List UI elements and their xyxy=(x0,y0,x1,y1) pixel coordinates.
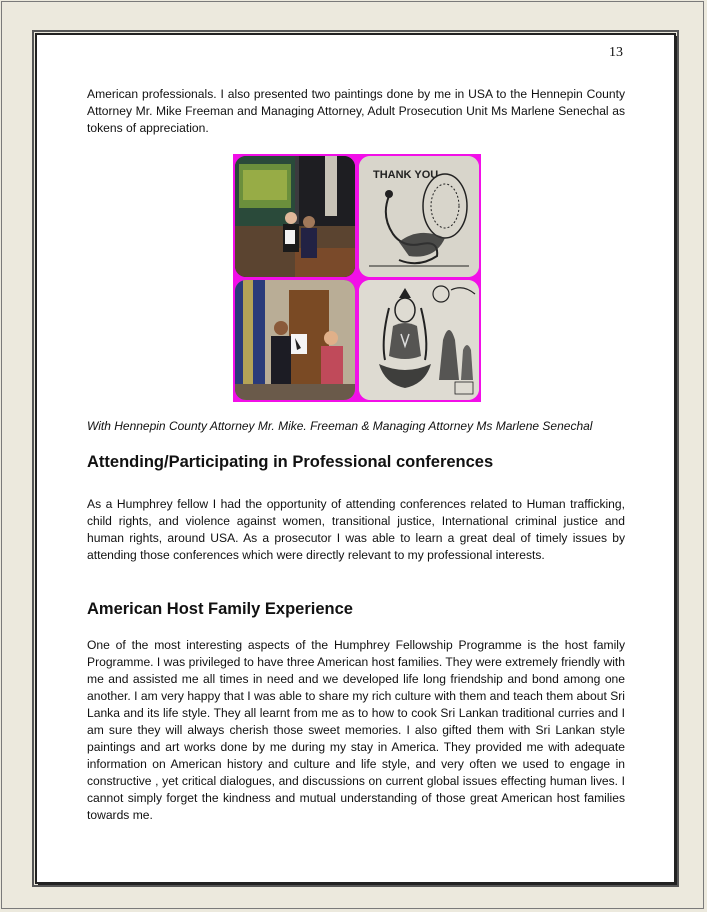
section-heading-conferences: Attending/Participating in Professional conferences xyxy=(87,453,494,471)
photo-caption: With Hennepin County Attorney Mr. Mike. Freeman & Managing Attorney Ms Marlene Senechal xyxy=(87,419,593,433)
photo-presentation xyxy=(235,156,355,277)
host-family-paragraph: One of the most interesting aspects of the Humphrey Fellowship Programme is the host family Programme. I was privileged to have three American host families. They were extremely friendly with me and assisted me all times in need and we developed life long friendship and bond among one another. I am very happy that I was able to share my rich culture with them and teach them about Sri Lanka and its life style. They all learnt from me as to how to cook Sri Lankan traditional curries and I am sure they will always cherish those sweet memories. I also gifted them with Sri Lankan style paintings and art works done by me during my stay in America. They provided me with adequate information on American history and culture and life style, and very often we used to engage in constructive , yet critical dialogues, and discussions on current global issues effecting human lives. I cannot simply forget the kindness and mutual understanding of those great American host families towards me. xyxy=(87,638,625,822)
photo-presentation-image xyxy=(235,156,355,277)
painting-peacock xyxy=(359,156,479,277)
painting-thank-you-text: THANK YOU xyxy=(373,169,439,181)
painting-goddess-image xyxy=(359,280,479,400)
document-page xyxy=(35,33,676,884)
intro-paragraph: American professionals. I also presented two paintings done by me in USA to the Hennepin County Attorney Mr. Mike Freeman and Managing Attorney, Adult Prosecution Unit Ms Marlene Senechal as tokens of appreciation. xyxy=(87,87,625,135)
page-number: 13 xyxy=(609,45,623,60)
painting-goddess xyxy=(359,280,479,400)
photo-collage xyxy=(233,154,481,402)
section-heading-host-family: American Host Family Experience xyxy=(87,600,353,618)
photo-office-image xyxy=(235,280,355,400)
conferences-paragraph: As a Humphrey fellow I had the opportunity of attending conferences related to Human trafficking, child rights, and violence against women, transitional justice, International criminal justice and human rights, around USA. As a prosecutor I was able to learn a great deal of timely issues by attending those conferences which were directly relevant to my professional interests. xyxy=(87,497,625,562)
painting-peacock-image xyxy=(359,156,479,277)
photo-office xyxy=(235,280,355,400)
document-viewer-background xyxy=(1,1,704,909)
